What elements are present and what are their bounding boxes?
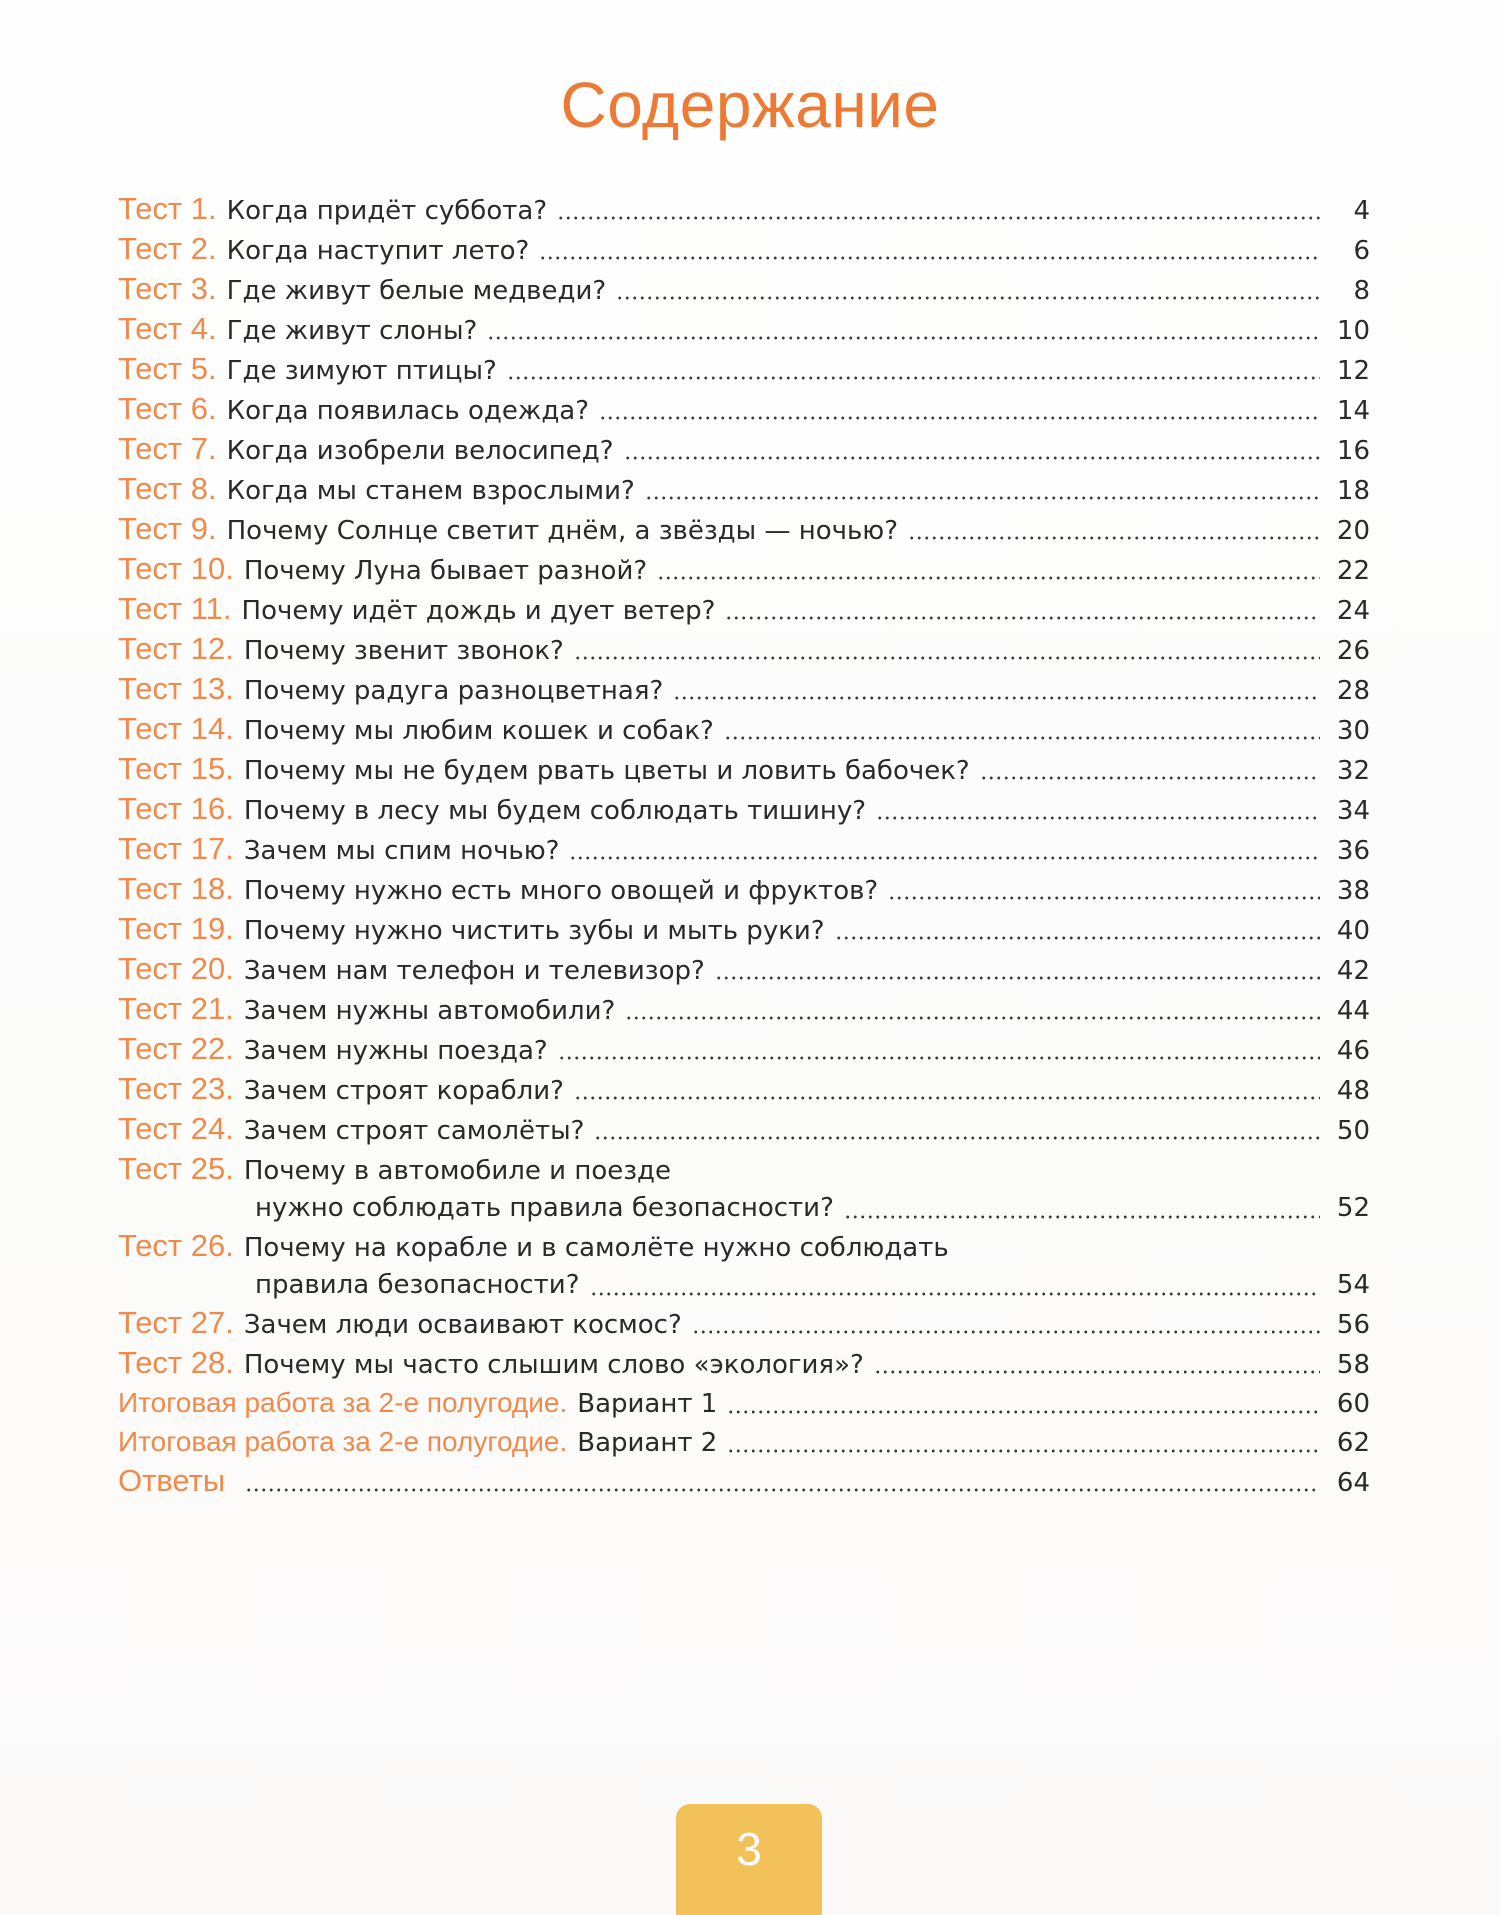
toc-entry-title: Почему в лесу мы будем соблюдать тишину? [243, 796, 867, 826]
toc-entry[interactable] [118, 1344, 1370, 1384]
toc-entry-page: 24 [1336, 596, 1370, 626]
toc-entry[interactable] [118, 510, 1370, 550]
toc-entry-label: Тест 16. [118, 791, 234, 826]
toc-entry-title: Почему мы любим кошек и собак? [243, 716, 714, 746]
toc-entry-label: Тест 14. [118, 711, 234, 746]
dot-leader [507, 376, 1320, 380]
toc-entry[interactable] [118, 790, 1370, 830]
toc-entry-title: Вариант 2 [577, 1428, 718, 1458]
toc-entry-label: Тест 7. [118, 431, 217, 466]
toc-entry[interactable] [118, 1150, 1370, 1227]
toc-entry-label: Тест 18. [118, 871, 234, 906]
toc-entry-title: Когда наступит лето? [226, 236, 530, 266]
toc-entry-label: Тест 3. [118, 271, 217, 306]
toc-entry-title: Когда мы станем взрослыми? [226, 476, 635, 506]
toc-entry-line [118, 710, 1370, 750]
toc-entry[interactable] [118, 1110, 1370, 1150]
toc-entry-page: 38 [1336, 876, 1370, 906]
toc-entry[interactable] [118, 430, 1370, 470]
page-number-tab [676, 1804, 822, 1915]
toc-entry-label: Тест 20. [118, 951, 234, 986]
toc-entry[interactable] [118, 1462, 1370, 1502]
page-title: Содержание [560, 69, 940, 141]
toc-entry-title: Почему Луна бывает разной? [243, 556, 648, 586]
toc-entry-title: Зачем строят корабли? [243, 1076, 564, 1106]
toc-entry[interactable] [118, 830, 1370, 870]
toc-entry-label: Тест 9. [118, 511, 217, 546]
toc-entry-title: Почему нужно чистить зубы и мыть руки? [243, 916, 825, 946]
toc-entry[interactable] [118, 1384, 1370, 1423]
toc-entry[interactable] [118, 1070, 1370, 1110]
toc-entry-line [118, 1304, 1370, 1344]
dot-leader [574, 656, 1320, 660]
toc-entry-title: Зачем строят самолёты? [243, 1116, 585, 1146]
toc-entry-page: 34 [1336, 796, 1370, 826]
toc-entry-line [118, 910, 1370, 950]
toc-entry-title: Почему звенит звонок? [243, 636, 564, 666]
dot-leader [908, 536, 1320, 540]
toc-entry[interactable] [118, 550, 1370, 590]
toc-entry-title: Почему нужно есть много овощей и фруктов? [243, 876, 879, 906]
toc-entry-title: Почему в автомобиле и поезде [243, 1156, 672, 1186]
dot-leader [876, 816, 1320, 820]
table-of-contents [118, 190, 1370, 1502]
toc-entry[interactable] [118, 270, 1370, 310]
toc-entry[interactable] [118, 990, 1370, 1030]
toc-entry[interactable] [118, 670, 1370, 710]
toc-entry-line [118, 470, 1370, 510]
toc-entry-page: 22 [1336, 556, 1370, 586]
toc-entry-label: Тест 11. [118, 591, 232, 626]
toc-entry-title: нужно соблюдать правила безопасности? [255, 1193, 834, 1223]
toc-entry-line [118, 350, 1370, 390]
toc-entry-page: 42 [1336, 956, 1370, 986]
toc-entry-label: Тест 17. [118, 831, 234, 866]
toc-entry-title: Вариант 1 [577, 1389, 718, 1419]
toc-entry-line [118, 670, 1370, 710]
toc-entry-page: 58 [1336, 1350, 1370, 1380]
toc-entry-page: 54 [1336, 1270, 1370, 1300]
toc-entry-line [118, 1267, 1370, 1304]
toc-entry-line [118, 1344, 1370, 1384]
dot-leader [692, 1330, 1320, 1334]
toc-entry[interactable] [118, 350, 1370, 390]
toc-entry-label: Тест 19. [118, 911, 234, 946]
dot-leader [487, 336, 1320, 340]
toc-entry-label: Тест 10. [118, 551, 234, 586]
toc-entry-title: Почему мы часто слышим слово «экология»? [243, 1350, 864, 1380]
toc-entry-line [118, 950, 1370, 990]
toc-entry[interactable] [118, 870, 1370, 910]
toc-entry-line [118, 270, 1370, 310]
toc-entry-title: Когда изобрели велосипед? [226, 436, 614, 466]
toc-entry-label: Тест 2. [118, 231, 217, 266]
dot-leader [727, 1410, 1320, 1414]
toc-entry-label: Тест 5. [118, 351, 217, 386]
toc-entry-page: 4 [1353, 196, 1370, 226]
dot-leader [599, 416, 1320, 420]
dot-leader [657, 576, 1320, 580]
toc-entry-label: Тест 8. [118, 471, 217, 506]
toc-entry-label: Тест 25. [118, 1151, 234, 1186]
toc-entry-title: Когда появилась одежда? [226, 396, 590, 426]
toc-entry-line [118, 1384, 1370, 1423]
toc-entry-title: Почему Солнце светит днём, а звёзды — ночью? [226, 516, 898, 546]
toc-entry-page: 12 [1336, 356, 1370, 386]
toc-entry-line [118, 1110, 1370, 1150]
toc-entry-page: 50 [1336, 1116, 1370, 1146]
dot-leader [844, 1215, 1320, 1219]
dot-leader [835, 936, 1320, 940]
dot-leader [624, 456, 1320, 460]
toc-entry-page: 6 [1353, 236, 1370, 266]
dot-leader [725, 616, 1320, 620]
toc-entry[interactable] [118, 710, 1370, 750]
toc-entry[interactable] [118, 750, 1370, 790]
toc-entry-line [118, 830, 1370, 870]
toc-entry-page: 18 [1336, 476, 1370, 506]
toc-entry-title: Где зимуют птицы? [226, 356, 497, 386]
toc-entry-title: Зачем нам телефон и телевизор? [243, 956, 705, 986]
toc-entry[interactable] [118, 190, 1370, 230]
toc-entry-line [118, 310, 1370, 350]
toc-entry[interactable] [118, 950, 1370, 990]
toc-entry[interactable] [118, 470, 1370, 510]
toc-entry-label: Итоговая работа за 2-е полугодие. [118, 1387, 568, 1418]
toc-entry-label: Итоговая работа за 2-е полугодие. [118, 1426, 568, 1457]
dot-leader [539, 256, 1320, 260]
toc-entry-page: 60 [1336, 1389, 1370, 1419]
dot-leader [594, 1136, 1320, 1140]
toc-entry-label: Ответы [118, 1463, 226, 1498]
toc-entry-title: Зачем нужны автомобили? [243, 996, 616, 1026]
dot-leader [980, 776, 1320, 780]
toc-entry-title: Зачем мы спим ночью? [243, 836, 560, 866]
dot-leader [625, 1016, 1320, 1020]
toc-entry-line [118, 1150, 1370, 1190]
toc-entry-label: Тест 12. [118, 631, 234, 666]
page-number: 3 [736, 1823, 762, 1875]
toc-entry-title: Где живут слоны? [226, 316, 478, 346]
dot-leader [245, 1488, 1320, 1492]
toc-entry-label: Тест 4. [118, 311, 217, 346]
toc-entry[interactable] [118, 1030, 1370, 1070]
toc-entry-label: Тест 6. [118, 391, 217, 426]
toc-entry-page: 14 [1336, 396, 1370, 426]
toc-entry-line [118, 870, 1370, 910]
toc-entry-line [118, 630, 1370, 670]
toc-entry[interactable] [118, 910, 1370, 950]
dot-leader [574, 1096, 1320, 1100]
toc-entry-page: 46 [1336, 1036, 1370, 1066]
dot-leader [724, 736, 1320, 740]
toc-entry-label: Тест 24. [118, 1111, 234, 1146]
toc-entry[interactable] [118, 1227, 1370, 1304]
dot-leader [616, 296, 1320, 300]
dot-leader [645, 496, 1320, 500]
toc-entry-line [118, 1462, 1370, 1502]
dot-leader [590, 1292, 1320, 1296]
toc-entry-title: Почему идёт дождь и дует ветер? [241, 596, 716, 626]
toc-entry-page: 28 [1336, 676, 1370, 706]
toc-entry-label: Тест 21. [118, 991, 234, 1026]
toc-entry-line [118, 550, 1370, 590]
toc-entry-page: 20 [1336, 516, 1370, 546]
toc-entry-line [118, 990, 1370, 1030]
toc-entry[interactable] [118, 310, 1370, 350]
toc-entry-page: 36 [1336, 836, 1370, 866]
toc-entry-page: 26 [1336, 636, 1370, 666]
toc-entry-line [118, 190, 1370, 230]
toc-entry-label: Тест 22. [118, 1031, 234, 1066]
toc-entry-page: 32 [1336, 756, 1370, 786]
toc-entry-label: Тест 28. [118, 1345, 234, 1380]
toc-entry-label: Тест 15. [118, 751, 234, 786]
toc-entry-line [118, 1227, 1370, 1267]
toc-entry-page: 30 [1336, 716, 1370, 746]
toc-entry-line [118, 1423, 1370, 1462]
toc-entry-title: Зачем люди осваивают космос? [243, 1310, 682, 1340]
toc-entry[interactable] [118, 230, 1370, 270]
toc-entry-label: Тест 13. [118, 671, 234, 706]
toc-entry[interactable] [118, 1423, 1370, 1462]
dot-leader [569, 856, 1320, 860]
toc-entry[interactable] [118, 1304, 1370, 1344]
toc-entry-page: 62 [1336, 1428, 1370, 1458]
dot-leader [727, 1449, 1320, 1453]
toc-entry-title: Зачем нужны поезда? [243, 1036, 548, 1066]
dot-leader [557, 216, 1320, 220]
toc-entry-label: Тест 27. [118, 1305, 234, 1340]
toc-entry-page: 44 [1336, 996, 1370, 1026]
toc-entry-title: Почему мы не будем рвать цветы и ловить бабочек? [243, 756, 970, 786]
toc-entry-title: Почему на корабле и в самолёте нужно соблюдать [243, 1233, 949, 1263]
toc-entry-title: Когда придёт суббота? [226, 196, 548, 226]
toc-entry-line [118, 510, 1370, 550]
toc-entry-title: Почему радуга разноцветная? [243, 676, 664, 706]
toc-entry-line [118, 790, 1370, 830]
toc-entry-line [118, 430, 1370, 470]
toc-entry-page: 52 [1336, 1193, 1370, 1223]
toc-entry-page: 16 [1336, 436, 1370, 466]
toc-entry-line [118, 750, 1370, 790]
dot-leader [874, 1370, 1320, 1374]
dot-leader [888, 896, 1320, 900]
toc-entry-page: 56 [1336, 1310, 1370, 1340]
toc-entry-page: 10 [1336, 316, 1370, 346]
toc-entry-page: 48 [1336, 1076, 1370, 1106]
dot-leader [673, 696, 1320, 700]
toc-entry[interactable] [118, 590, 1370, 630]
dot-leader [715, 976, 1320, 980]
toc-entry-page: 8 [1353, 276, 1370, 306]
toc-entry-title: Где живут белые медведи? [226, 276, 607, 306]
toc-entry-line [118, 590, 1370, 630]
toc-entry-line [118, 230, 1370, 270]
toc-entry[interactable] [118, 630, 1370, 670]
toc-entry-label: Тест 1. [118, 191, 217, 226]
toc-entry-line [118, 1070, 1370, 1110]
toc-entry-line [118, 1190, 1370, 1227]
toc-entry-label: Тест 23. [118, 1071, 234, 1106]
toc-entry-page: 64 [1336, 1468, 1370, 1498]
toc-entry-label: Тест 26. [118, 1228, 234, 1263]
dot-leader [558, 1056, 1320, 1060]
toc-entry-page: 40 [1336, 916, 1370, 946]
toc-entry-title: правила безопасности? [255, 1270, 580, 1300]
toc-entry-line [118, 390, 1370, 430]
toc-entry[interactable] [118, 390, 1370, 430]
toc-entry-line [118, 1030, 1370, 1070]
